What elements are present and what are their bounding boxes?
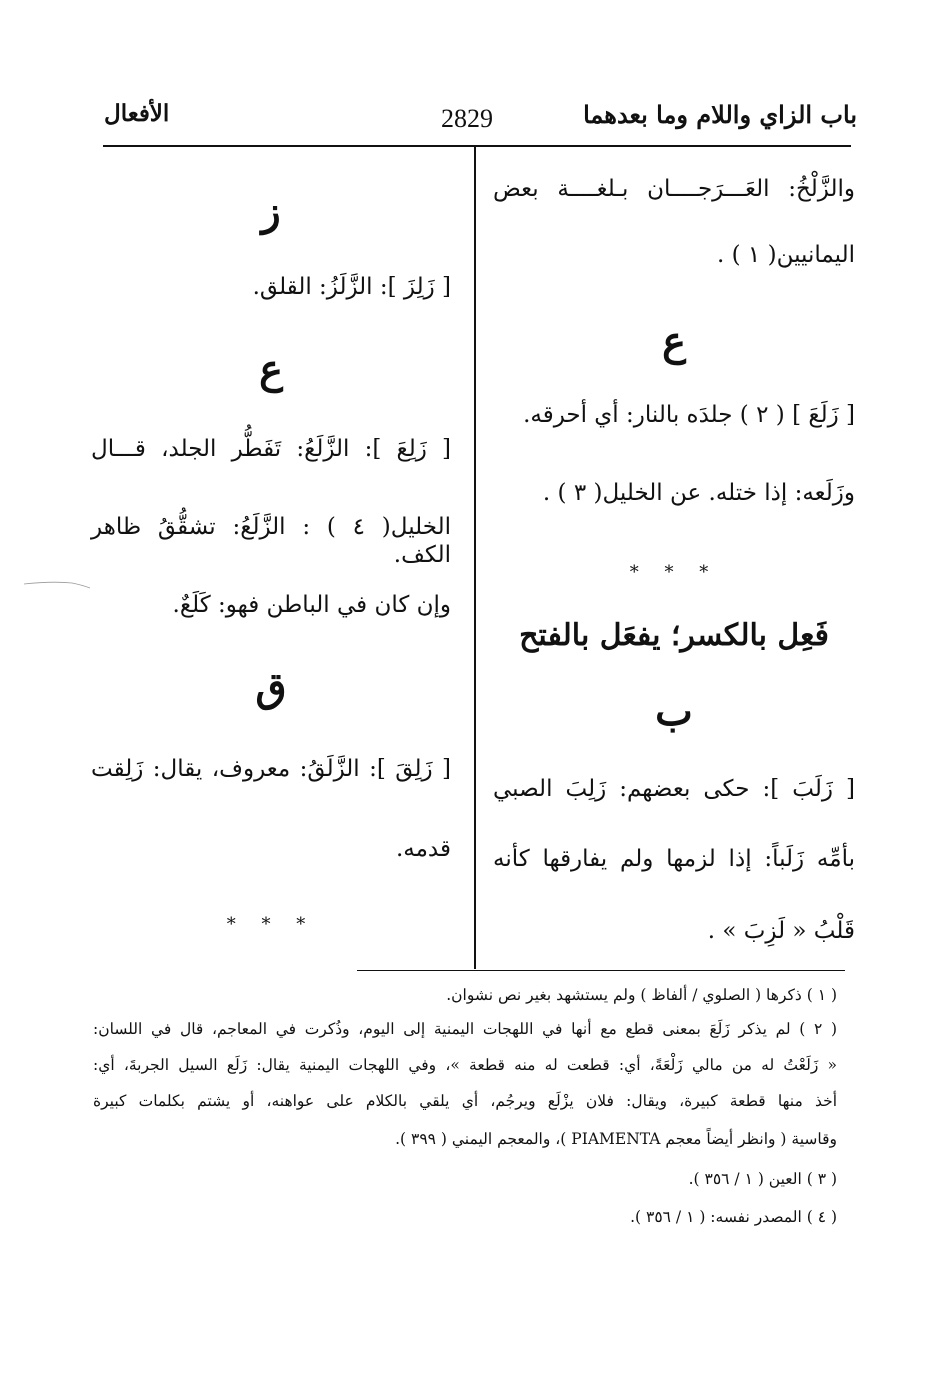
- entry-zaliq: [ زَلِقَ ]: الزَّلَقُ: معروف، يقال: زَلِقت: [91, 756, 451, 782]
- footnote-2-cont: أخذ منها قطعة كبيرة، ويقال: فلان يزْلَع ويرجُم، أي يلقي بالكلام على عواهنه، أو يشتم بكلمات كبيرة: [93, 1092, 837, 1110]
- entry-zali-a: [ زَلِعَ ]: الزَّلَعُ: تَفَطُّر الجلد، قـــال: [91, 436, 451, 462]
- text-line: وزَلَعه: إذا ختله. عن الخليل( ٣ ) .: [542, 480, 855, 506]
- footnote-rule: [357, 970, 845, 971]
- left-column: [91, 0, 451, 970]
- entry-zala-a: [ زَلَعَ ] ( ٢ ) جلدَه بالنار: أي أحرقه.: [523, 402, 855, 428]
- text-line: قَلْبُ « لَزِبَ » .: [707, 918, 855, 944]
- text-line: قدمه.: [395, 836, 451, 862]
- margin-pencil-mark: [22, 578, 92, 590]
- letter-heading: ز: [261, 188, 281, 235]
- footnote-1: ( ١ ) ذكرها ( الصلوي / ألفاظ ) ولم يستشهد بغير نص نشوان.: [446, 986, 837, 1004]
- footnote-2: ( ٢ ) لم يذكر زَلَعَ بمعنى قطع مع أنها في اللهجات اليمنية إلى اليوم، وذُكرت في المعاجم، قال في اللسان:: [93, 1020, 837, 1038]
- footnote-3: ( ٣ ) العين ( ١ / ٣٥٦ ).: [688, 1170, 837, 1188]
- letter-heading: ع: [662, 318, 686, 365]
- text-line: بأمِّه زَلَباً: إذا لزمها ولم يفارقها كأنه: [493, 846, 855, 872]
- right-column: [493, 0, 855, 970]
- section-separator: * * *: [629, 562, 719, 583]
- section-title: الأفعال: [104, 100, 170, 127]
- footnote-2-cont: « زَلَعْتُ له من مالي زَلْعَةً، أي: قطعت له منه قطعة »، وفي اللهجات اليمنية يقال: زَلَع السيل الجربةَ، أي:: [93, 1056, 837, 1074]
- section-heading: فَعِل بالكسر؛ يفعَل بالفتح: [519, 618, 829, 653]
- page-number: 2829: [441, 104, 493, 133]
- text-line: اليمانيين( ١ ) .: [717, 242, 855, 268]
- footnote-2-cont: وقاسية ( وانظر أيضاً معجم PIAMENTA )، والمعجم اليمني ( ٣٩٩ ).: [395, 1130, 837, 1148]
- entry-zalib: [ زَلَبَ ]: حكى بعضهم: زَلِبَ الصبي: [493, 776, 855, 802]
- footnote-4: ( ٤ ) المصدر نفسه: ( ١ / ٣٥٦ ).: [630, 1208, 837, 1226]
- text-line: وإن كان في الباطن فهو: كَلَعٌ.: [172, 592, 451, 618]
- section-separator: * * *: [226, 914, 316, 935]
- letter-heading: ب: [655, 688, 693, 735]
- letter-heading: ق: [255, 664, 287, 711]
- entry-zaliz: [ زَلِزَ ]: الزَّلَزُ: القلق.: [252, 274, 451, 300]
- column-divider: [474, 147, 476, 969]
- letter-heading: ع: [259, 346, 283, 393]
- text-line: الخليل( ٤ ) : الزَّلَعُ: تشقُّقُ ظاهر الكف.: [91, 514, 451, 568]
- text-line: والزَّلْخُ: العَـــرَجــــان بـلغــــة بعض: [493, 176, 855, 202]
- chapter-title: باب الزاي واللام وما بعدهما: [583, 100, 857, 129]
